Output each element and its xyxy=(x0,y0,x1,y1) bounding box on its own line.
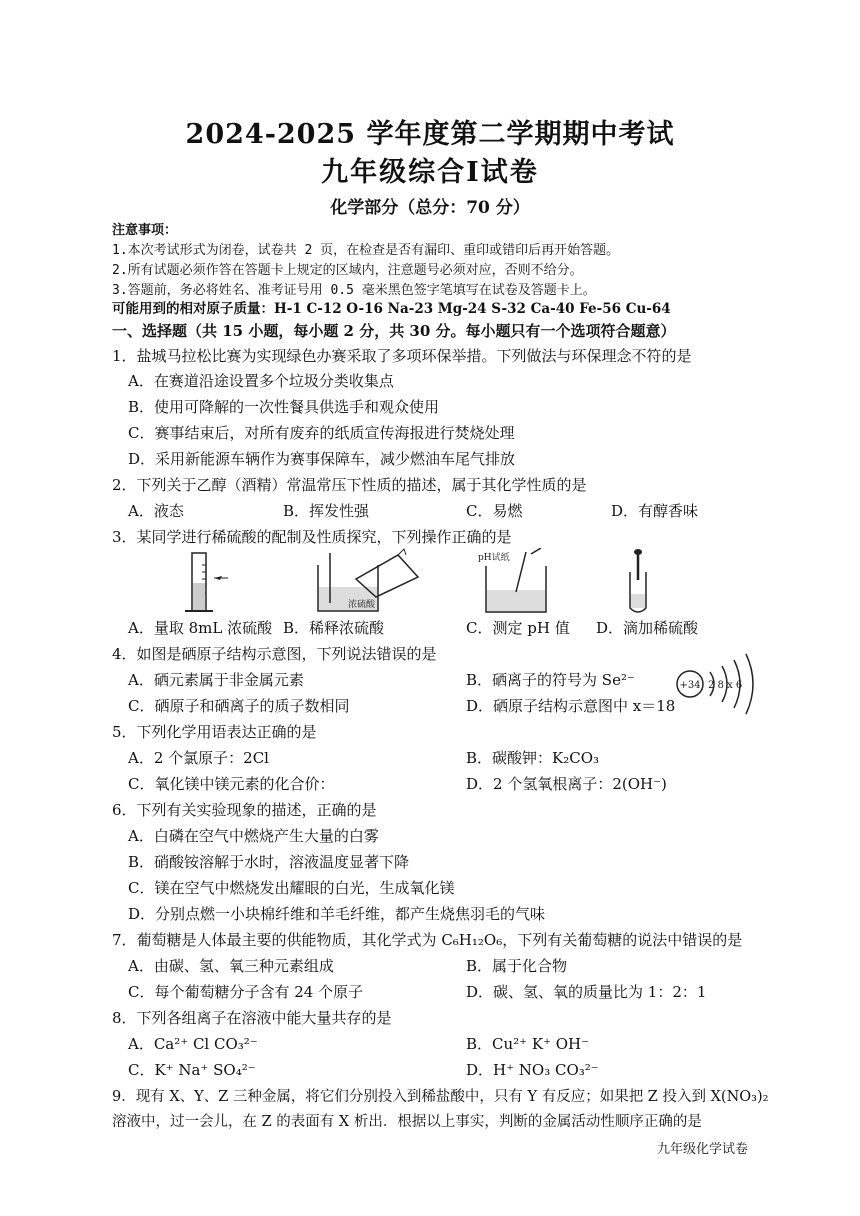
graduated-cylinder-figure xyxy=(170,550,240,615)
q7-option-d: D．碳、氢、氧的质量比为 1：2：1 xyxy=(466,983,707,1001)
q4-stem: 4．如图是硒原子结构示意图，下列说法错误的是 xyxy=(112,645,437,663)
q4-option-d: D．硒原子结构示意图中 x＝18 xyxy=(466,697,676,715)
q5-option-d: D．2 个氢氧根离子：2(OH⁻) xyxy=(466,775,667,793)
q8-option-d: D．H⁺ NO₃ CO₃²⁻ xyxy=(466,1061,599,1079)
notice-item-3: 3.答题前，务必将姓名、准考证号用 0.5 毫米黑色签字笔填写在试卷及答题卡上。 xyxy=(112,283,596,298)
q6-option-c: C．镁在空气中燃烧发出耀眼的白光，生成氧化镁 xyxy=(128,879,455,897)
test-tube-figure xyxy=(618,548,658,616)
ph-test-figure xyxy=(476,548,566,616)
q6-stem: 6．下列有关实验现象的描述，正确的是 xyxy=(112,801,377,819)
q1-option-d: D．采用新能源车辆作为赛事保障车，减少燃油车尾气排放 xyxy=(128,450,516,468)
atom-nucleus: +34 xyxy=(679,680,701,691)
q5-option-a: A．2 个氯原子：2Cl xyxy=(128,749,269,767)
notice-item-2: 2.所有试题必须作答在答题卡上规定的区域内，注意题号必须对应，否则不给分。 xyxy=(112,263,583,278)
q8-option-b: B．Cu²⁺ K⁺ OH⁻ xyxy=(466,1035,590,1053)
notice-heading: 注意事项： xyxy=(112,223,178,238)
q6-option-a: A．白磷在空气中燃烧产生大量的白雾 xyxy=(128,827,379,845)
q3-option-b: B．稀释浓硫酸 xyxy=(283,619,385,637)
q2-option-a: A．液态 xyxy=(128,502,184,520)
q6-option-b: B．硝酸铵溶解于水时，溶液温度显著下降 xyxy=(128,853,410,871)
q2-option-d: D．有醇香味 xyxy=(611,502,699,520)
q8-stem: 8．下列各组离子在溶液中能大量共存的是 xyxy=(112,1009,392,1027)
q6-option-d: D．分别点燃一小块棉纤维和羊毛纤维，都产生烧焦羽毛的气味 xyxy=(128,905,546,923)
page-footer: 九年级化学试卷 xyxy=(656,1142,748,1157)
atomic-mass-line: 可能用到的相对原子质量：H-1 C-12 O-16 Na-23 Mg-24 S-32 Ca-40 Fe-56 Cu-64 xyxy=(112,301,671,317)
q2-option-b: B．挥发性强 xyxy=(283,502,370,520)
q7-option-c: C．每个葡萄糖分子含有 24 个原子 xyxy=(128,983,364,1001)
q4-option-b: B．硒离子的符号为 Se²⁻ xyxy=(466,671,635,689)
q9-stem-line1: 9．现有 X、Y、Z 三种金属，将它们分别投入到稀盐酸中，只有 Y 有反应；如果把 Z 投入到 X(NO₃)₂ xyxy=(112,1089,769,1105)
q3-option-d: D．滴加稀硫酸 xyxy=(596,619,699,637)
notice-item-1: 1.本次考试形式为闭卷，试卷共 2 页，在检查是否有漏印、重印或错印后再开始答题。 xyxy=(112,243,620,258)
q3-option-a: A．量取 8mL 浓硫酸 xyxy=(128,619,273,637)
q5-option-b: B．碳酸钾：K₂CO₃ xyxy=(466,749,600,767)
q1-option-b: B．使用可降解的一次性餐具供选手和观众使用 xyxy=(128,398,440,416)
q3-option-c: C．测定 pH 值 xyxy=(466,619,570,637)
q7-option-a: A．由碳、氢、氧三种元素组成 xyxy=(128,957,334,975)
section-title: 化学部分（总分：70 分） xyxy=(330,198,530,218)
q2-option-c: C．易燃 xyxy=(466,502,523,520)
q5-stem: 5．下列化学用语表达正确的是 xyxy=(112,723,317,741)
q1-stem: 1．盐城马拉松比赛为实现绿色办赛采取了多项环保举措。下列做法与环保理念不符的是 xyxy=(112,347,692,365)
dilution-figure xyxy=(298,547,428,617)
q1-option-c: C．赛事结束后，对所有废弃的纸质宣传海报进行焚烧处理 xyxy=(128,424,515,442)
q2-stem: 2．下列关于乙醇（酒精）常温常压下性质的描述，属于其化学性质的是 xyxy=(112,476,587,494)
q7-option-b: B．属于化合物 xyxy=(466,957,568,975)
q1-option-a: A．在赛道沿途设置多个垃圾分类收集点 xyxy=(128,372,394,390)
q8-option-c: C．K⁺ Na⁺ SO₄²⁻ xyxy=(128,1061,256,1079)
exam-title: 2024-2025 学年度第二学期期中考试 xyxy=(185,119,675,150)
atom-shells: 2 8 x 6 xyxy=(708,680,743,691)
q5-option-c: C．氧化镁中镁元素的化合价： xyxy=(128,775,335,793)
part1-heading: 一、选择题（共 15 小题，每小题 2 分，共 30 分。每小题只有一个选项符合题意） xyxy=(112,322,676,340)
q4-option-a: A．硒元素属于非金属元素 xyxy=(128,671,304,689)
q9-stem-line2: 溶液中，过一会儿，在 Z 的表面有 X 析出．根据以上事实，判断的金属活动性顺序正确的是 xyxy=(112,1114,702,1130)
selenium-atom-diagram xyxy=(672,652,782,716)
ph-paper-label: pH试纸 xyxy=(478,553,510,563)
exam-subtitle: 九年级综合Ⅰ试卷 xyxy=(321,157,539,188)
q8-option-a: A．Ca²⁺ Cl CO₃²⁻ xyxy=(128,1035,258,1053)
q3-stem: 3．某同学进行稀硫酸的配制及性质探究，下列操作正确的是 xyxy=(112,528,512,546)
dilution-label: 浓硫酸 xyxy=(348,600,376,610)
q7-stem: 7．葡萄糖是人体最主要的供能物质，其化学式为 C₆H₁₂O₆，下列有关葡萄糖的说法中错误的是 xyxy=(112,931,743,949)
q4-option-c: C．硒原子和硒离子的质子数相同 xyxy=(128,697,350,715)
